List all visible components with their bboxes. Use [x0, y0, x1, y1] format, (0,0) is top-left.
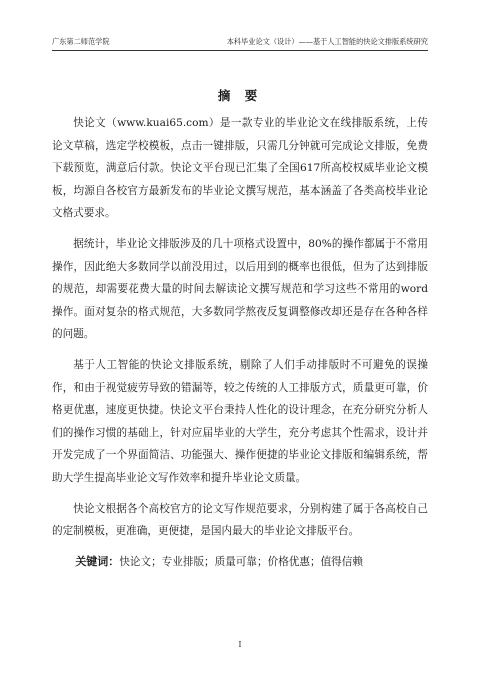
keywords-text: 快论文；专业排版；质量可靠；价格优惠；值得信赖: [119, 555, 363, 568]
header-thesis-title: 本科毕业论文（设计）——基于人工智能的快论文排版系统研究: [226, 37, 428, 46]
keywords-label: 关键词：: [75, 554, 120, 568]
abstract-paragraph-3: 基于人工智能的快论文排版系统，剔除了人们手动排版时不可避免的误操作，和由于视觉疲劳导致的错漏等，较之传统的人工排版方式，质量更可靠，价格更优惠，速度更快捷。快论文平台秉持人性化的设计理念，在充分研究分析人们的操作习惯的基础上，针对应届毕业的大学生，充分考虑其个性需求，设计并开发完成了一个界面简洁、功能强大、操作便捷的毕业论文排版和编辑系统，帮助大学生提高毕业论文写作效率和提升毕业论文质量。: [52, 358, 428, 484]
header-school-name: 广东第二师范学院: [52, 37, 110, 46]
keywords-line: [52, 551, 428, 574]
abstract-title: 摘 要: [217, 88, 263, 103]
abstract-paragraph-1: 快论文（www.kuai65.com）是一款专业的毕业论文在线排版系统，上传论文草稿，选定学校模板，点击一键排版，只需几分钟就可完成论文排版，免费下载预览，满意后付款。快论文平台现已汇集了全国617所高校权威毕业论文模板，均源自各校官方最新发布的毕业论文撰写规范，基本涵盖了各类高校毕业论文格式要求。: [52, 117, 428, 220]
page-header: [52, 36, 428, 51]
abstract-body: [52, 112, 428, 581]
abstract-paragraph-4: 快论文根据各个高校官方的论文写作规范要求，分别构建了属于各高校自己的定制模板，更准确，更便捷，是国内最大的毕业论文排版平台。: [52, 502, 428, 538]
page-number: I: [238, 640, 242, 649]
abstract-paragraph-2: 据统计，毕业论文排版涉及的几十项格式设置中，80%的操作都属于不常用操作，因此绝大多数同学以前没用过，以后用到的概率也很低，但为了达到排版的规范，却需要花费大量的时间去解读论文撰写规范和学习这些不常用的word操作。面对复杂的格式规范，大多数同学熬夜反复调整修改却还是存在各种各样的问题。: [52, 237, 428, 341]
